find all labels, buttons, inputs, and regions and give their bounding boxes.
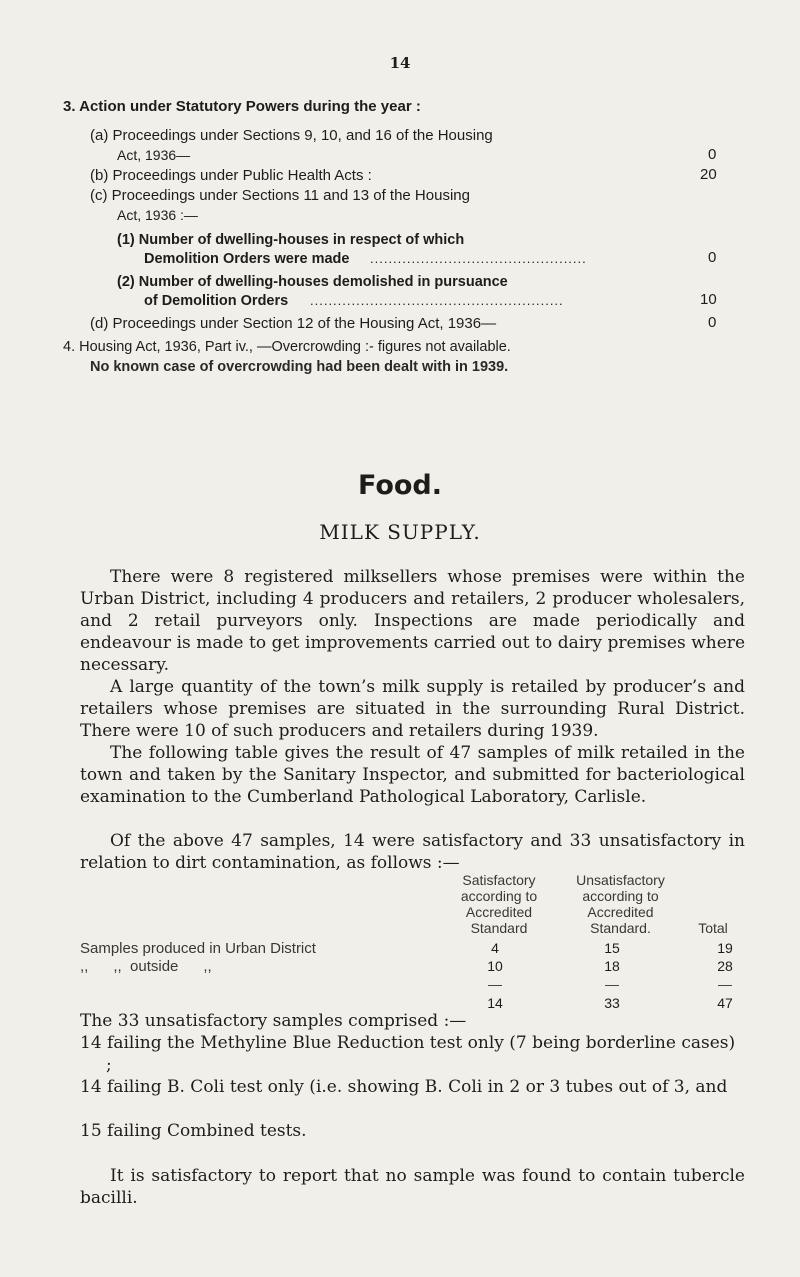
paragraph-text: There were 8 registered milksellers whose premises were within the Urban District, including 4 producers and retailers, 2 producer wholesalers, and 2 retail purveyors only. Inspections are made periodically and endeavour is made to get improvements carried out to dairy premises where necessary.: [80, 567, 745, 675]
item-a-line1: (a) Proceedings under Sections 9, 10, and 16 of the Housing: [90, 127, 493, 144]
col-header-line: Standard.: [590, 920, 651, 936]
paragraph-results-intro: [80, 830, 745, 874]
item-c2-line1: (2) Number of dwelling-houses demolished in pursuance: [117, 274, 508, 290]
item-d-label: (d) Proceedings under Section 12 of the Housing Act, 1936—: [90, 315, 497, 332]
cell-outside-satisfactory: 10: [487, 958, 503, 974]
section3-heading: 3. Action under Statutory Powers during the year :: [63, 98, 421, 115]
cell-outside-unsatisfactory: 18: [604, 958, 620, 974]
cell-urban-satisfactory: 4: [491, 940, 499, 956]
cell-urban-total: 19: [717, 940, 733, 956]
paragraph-text: The following table gives the result of 47 samples of milk retailed in the town and taken by the Sanitary Inspector, and submitted for bacteriological examination to the Cumberland Pathological Laboratory, Carlisle.: [80, 743, 745, 807]
col-total-header: Total: [698, 920, 728, 936]
dot-leader: ...............................................: [370, 251, 587, 266]
item-b-value: 20: [700, 166, 717, 183]
comprised-intro: The 33 unsatisfactory samples comprised :—: [80, 1011, 467, 1031]
col-header-line: according to: [582, 888, 659, 904]
item-c2-line2: of Demolition Orders: [144, 293, 289, 309]
item-d-value: 0: [708, 314, 717, 331]
paragraph-text: A large quantity of the town’s milk supply is retailed by producer’s and retailers whose premises are situated in the surrounding Rural District. There were 10 of such producers and retailers during 1939.: [80, 677, 745, 741]
col-header-line: according to: [460, 888, 538, 904]
row-label-outside: ,, ,, outside ,,: [80, 958, 212, 975]
col-header-line: Unsatisfactory: [576, 872, 665, 888]
comprised-item: 15 failing Combined tests.: [80, 1121, 307, 1141]
comprised-item: 14 failing the Methyline Blue Reduction test only (7 being borderline cases) ;: [80, 1033, 736, 1075]
col-unsatisfactory-header: [558, 872, 683, 936]
comprised-item: 14 failing B. Coli test only (i.e. showing B. Coli in 2 or 3 tubes out of 3, and: [80, 1077, 728, 1097]
item-c-line2: Act, 1936 :—: [117, 207, 198, 223]
col-header-line: Accredited: [587, 904, 654, 920]
paragraph-rural-supply: [80, 676, 745, 742]
item-c1-line2: Demolition Orders were made: [144, 251, 350, 267]
item-c1-line1: (1) Number of dwelling-houses in respect of which: [117, 232, 465, 248]
cell-grand-total: 47: [717, 995, 733, 1011]
col-header-line: Satisfactory: [462, 872, 536, 888]
total-rule: [488, 985, 502, 986]
total-rule: [718, 985, 732, 986]
item-c1-value: 0: [708, 249, 717, 266]
section4-line1: 4. Housing Act, 1936, Part iv., —Overcrowding :- figures not available.: [63, 339, 511, 355]
section4-line2: No known case of overcrowding had been dealt with in 1939.: [90, 359, 509, 375]
paragraph-milksellers: [80, 566, 745, 676]
item-a-value: 0: [708, 146, 717, 163]
page-number: 14: [389, 54, 411, 72]
paragraph-conclusion: [80, 1165, 745, 1209]
col-header-line: Standard: [470, 920, 528, 936]
col-header-line: Accredited: [465, 904, 533, 920]
cell-total-unsatisfactory: 33: [604, 995, 620, 1011]
item-a-line2: Act, 1936—: [117, 147, 191, 163]
paragraph-samples: [80, 742, 745, 808]
row-label-urban: Samples produced in Urban District: [80, 940, 316, 957]
item-b-label: (b) Proceedings under Public Health Acts :: [90, 167, 372, 184]
cell-outside-total: 28: [717, 958, 733, 974]
dot-leader: .......................................................: [310, 293, 564, 308]
item-c2-value: 10: [700, 291, 717, 308]
food-heading: Food.: [357, 470, 443, 501]
cell-urban-unsatisfactory: 15: [604, 940, 620, 956]
total-rule: [605, 985, 619, 986]
cell-total-satisfactory: 14: [487, 995, 503, 1011]
item-c-line1: (c) Proceedings under Sections 11 and 13 of the Housing: [90, 187, 470, 204]
milk-supply-heading: MILK SUPPLY.: [319, 520, 481, 544]
paragraph-text: Of the above 47 samples, 14 were satisfactory and 33 unsatisfactory in relation to dirt contamination, as follows :—: [80, 831, 745, 873]
col-satisfactory-header: [444, 872, 554, 936]
paragraph-text: It is satisfactory to report that no sample was found to contain tubercle bacilli.: [80, 1166, 745, 1208]
